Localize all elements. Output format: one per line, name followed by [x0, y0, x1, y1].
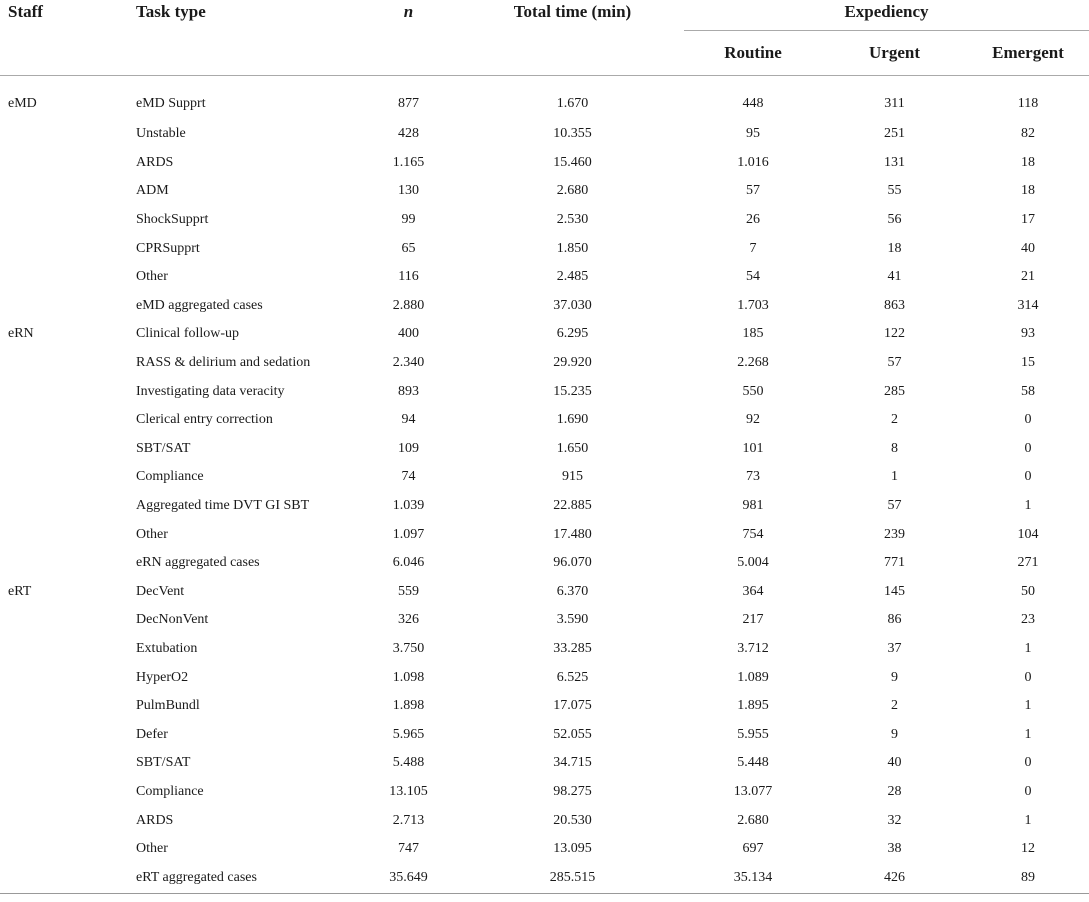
emergent-cell: 1 [1024, 498, 1032, 514]
task-type-cell: Aggregated time DVT GI SBT [136, 498, 310, 514]
task-type-cell: DecNonVent [136, 612, 209, 628]
total-time-cell: 17.480 [553, 526, 592, 542]
n-cell: 1.898 [392, 698, 425, 714]
urgent-cell: 311 [884, 96, 905, 111]
header-blank-1 [0, 31, 129, 76]
routine-cell: 754 [742, 526, 764, 542]
staff-cell [0, 692, 129, 721]
n-cell: 13.105 [389, 783, 428, 799]
routine-cell: 697 [742, 841, 764, 857]
header-blank-3 [356, 31, 461, 76]
urgent-cell: 55 [887, 183, 902, 199]
total-time-cell: 1.850 [556, 240, 589, 256]
staff-cell [0, 778, 129, 807]
task-type-cell: eRN aggregated cases [136, 555, 260, 571]
total-time-cell: 1.670 [556, 96, 589, 111]
routine-cell: 73 [746, 469, 760, 485]
table-row [0, 120, 1089, 149]
header-blank-2 [129, 31, 356, 76]
emergent-cell: 23 [1021, 612, 1035, 628]
table-row [0, 692, 1089, 721]
urgent-cell: 2 [891, 412, 898, 428]
routine-cell: 101 [742, 440, 764, 456]
routine-cell: 95 [746, 126, 760, 142]
routine-cell: 364 [742, 583, 764, 599]
staff-cell [0, 263, 129, 292]
n-cell: 2.713 [392, 812, 425, 828]
table-row [0, 149, 1089, 178]
header-row-sub [0, 31, 1089, 76]
routine-cell: 13.077 [733, 783, 773, 799]
staff-cell [0, 292, 129, 321]
staff-cell: eMD [8, 96, 37, 111]
total-time-cell: 10.355 [553, 126, 592, 142]
staff-cell [0, 377, 129, 406]
table-row [0, 749, 1089, 778]
total-time-cell: 915 [562, 469, 583, 485]
table-row [0, 578, 1089, 607]
urgent-cell: 8 [891, 440, 898, 456]
header-urgent: Urgent [869, 43, 920, 62]
table-row [0, 206, 1089, 235]
task-type-cell: ARDS [136, 812, 174, 828]
n-cell: 6.046 [392, 555, 425, 571]
table-row [0, 292, 1089, 321]
urgent-cell: 426 [822, 863, 967, 894]
urgent-cell: 28 [887, 783, 902, 799]
routine-cell: 1.895 [737, 698, 769, 714]
total-time-cell: 6.295 [556, 326, 589, 342]
table-row [0, 263, 1089, 292]
table-row [0, 349, 1089, 378]
task-type-cell: PulmBundl [136, 698, 200, 714]
emergent-cell: 1 [1024, 640, 1032, 656]
task-type-cell: Other [136, 841, 168, 857]
emergent-cell: 1 [1024, 812, 1032, 828]
urgent-cell: 37 [887, 640, 902, 656]
table-row [0, 863, 1089, 894]
routine-cell: 185 [742, 326, 764, 342]
routine-cell: 92 [746, 412, 760, 428]
staff-cell [0, 806, 129, 835]
staff-cell [0, 720, 129, 749]
total-time-cell: 13.095 [553, 841, 592, 857]
routine-cell: 5.448 [737, 755, 769, 771]
table-row [0, 806, 1089, 835]
table-row [0, 435, 1089, 464]
urgent-cell: 18 [887, 240, 902, 256]
urgent-cell: 2 [891, 698, 898, 714]
table-row [0, 320, 1089, 349]
urgent-cell: 41 [887, 269, 902, 285]
urgent-cell: 122 [884, 326, 905, 342]
emergent-cell: 1 [1024, 698, 1032, 714]
table-row [0, 663, 1089, 692]
emergent-cell: 0 [1024, 755, 1032, 771]
table-row [0, 720, 1089, 749]
n-cell: 35.649 [356, 863, 461, 894]
total-time-cell: 285.515 [461, 863, 684, 894]
header-row-top [0, 0, 1089, 31]
table-row [0, 76, 1089, 121]
header-routine: Routine [724, 43, 782, 62]
emergent-cell: 18 [1021, 183, 1035, 199]
urgent-cell: 56 [887, 212, 902, 228]
total-time-cell: 20.530 [553, 812, 592, 828]
table-row [0, 606, 1089, 635]
routine-cell: 217 [742, 612, 764, 628]
emergent-cell: 89 [967, 863, 1089, 894]
header-staff: Staff [8, 2, 43, 21]
total-time-cell: 96.070 [553, 555, 592, 571]
n-cell: 400 [398, 326, 419, 342]
table-row [0, 778, 1089, 807]
emergent-cell: 15 [1021, 355, 1035, 371]
table-row [0, 177, 1089, 206]
staff-cell [0, 492, 129, 521]
routine-cell: 5.004 [737, 555, 769, 571]
total-time-cell: 98.275 [553, 783, 592, 799]
staff-cell: eRT [8, 583, 32, 599]
n-cell: 116 [398, 269, 419, 285]
routine-cell: 57 [746, 183, 760, 199]
routine-cell: 1.089 [737, 669, 769, 685]
urgent-cell: 145 [884, 583, 905, 599]
staff-cell [0, 120, 129, 149]
task-type-cell: Investigating data veracity [136, 383, 285, 399]
task-type-cell: eRT aggregated cases [129, 863, 356, 894]
n-cell: 3.750 [392, 640, 425, 656]
routine-cell: 35.134 [684, 863, 822, 894]
table-row [0, 492, 1089, 521]
task-type-cell: Other [136, 526, 168, 542]
task-type-cell: ShockSupprt [136, 212, 209, 228]
emergent-cell: 1 [1024, 726, 1032, 742]
n-cell: 65 [401, 240, 416, 256]
total-time-cell: 1.650 [556, 440, 589, 456]
task-type-cell: Clinical follow-up [136, 326, 240, 342]
urgent-cell: 57 [887, 498, 902, 514]
emergent-cell: 40 [1021, 240, 1035, 256]
table-row [0, 520, 1089, 549]
staff-cell [0, 406, 129, 435]
urgent-cell: 9 [891, 669, 898, 685]
n-cell: 2.340 [392, 355, 425, 371]
emergent-cell: 0 [1024, 669, 1032, 685]
total-time-cell: 17.075 [553, 698, 592, 714]
urgent-cell: 9 [891, 726, 898, 742]
n-cell: 1.097 [392, 526, 425, 542]
routine-cell: 5.955 [737, 726, 769, 742]
staff-cell [0, 234, 129, 263]
task-type-cell: Other [136, 269, 168, 285]
routine-cell: 550 [742, 383, 764, 399]
task-type-cell: CPRSupprt [136, 240, 200, 256]
n-cell: 877 [398, 96, 419, 111]
staff-cell [0, 435, 129, 464]
n-cell: 1.165 [392, 154, 425, 170]
table-header [0, 0, 1089, 76]
staff-cell [0, 835, 129, 864]
n-cell: 1.098 [392, 669, 425, 685]
staff-cell [0, 520, 129, 549]
n-cell: 2.880 [392, 297, 425, 313]
staff-cell [0, 206, 129, 235]
task-type-cell: HyperO2 [136, 669, 189, 685]
task-type-cell: Compliance [136, 469, 204, 485]
emergent-cell: 104 [1017, 526, 1039, 542]
staff-cell: eRN [8, 326, 34, 342]
n-cell: 428 [398, 126, 419, 142]
emergent-cell: 93 [1021, 326, 1035, 342]
urgent-cell: 131 [884, 154, 905, 170]
task-type-cell: Unstable [136, 126, 186, 142]
total-time-cell: 29.920 [553, 355, 592, 371]
n-cell: 99 [401, 212, 416, 228]
emergent-cell: 271 [1017, 555, 1039, 571]
staff-cell [0, 749, 129, 778]
table-row [0, 377, 1089, 406]
routine-cell: 1.016 [737, 154, 769, 170]
header-n: n [403, 2, 414, 21]
table-body [0, 76, 1089, 894]
task-type-cell: Extubation [136, 640, 198, 656]
urgent-cell: 771 [884, 555, 905, 571]
total-time-cell: 34.715 [553, 755, 592, 771]
header-task-type: Task type [136, 2, 206, 21]
table-row [0, 406, 1089, 435]
routine-cell: 2.680 [737, 812, 769, 828]
task-type-cell: ADM [136, 183, 169, 199]
routine-cell: 2.268 [737, 355, 769, 371]
task-type-cell: eMD Supprt [136, 96, 206, 111]
header-emergent: Emergent [992, 43, 1064, 62]
task-type-cell: RASS & delirium and sedation [136, 355, 311, 371]
routine-cell: 7 [749, 240, 757, 256]
urgent-cell: 863 [884, 297, 905, 313]
staff-cell [0, 349, 129, 378]
routine-cell: 981 [742, 498, 764, 514]
urgent-cell: 38 [887, 841, 902, 857]
total-time-cell: 2.485 [556, 269, 589, 285]
emergent-cell: 12 [1021, 841, 1035, 857]
emergent-cell: 50 [1021, 583, 1035, 599]
n-cell: 74 [401, 469, 416, 485]
emergent-cell: 17 [1021, 212, 1035, 228]
urgent-cell: 239 [884, 526, 905, 542]
urgent-cell: 251 [884, 126, 905, 142]
n-cell: 5.488 [392, 755, 425, 771]
urgent-cell: 32 [887, 812, 902, 828]
task-type-cell: Defer [136, 726, 168, 742]
staff-cell [0, 549, 129, 578]
urgent-cell: 285 [884, 383, 905, 399]
n-cell: 893 [398, 383, 419, 399]
emergent-cell: 0 [1024, 469, 1032, 485]
n-cell: 559 [398, 583, 419, 599]
n-cell: 5.965 [392, 726, 425, 742]
n-cell: 747 [398, 841, 419, 857]
staff-cell [0, 177, 129, 206]
task-type-cell: eMD aggregated cases [136, 297, 263, 313]
header-total-time: Total time (min) [513, 2, 632, 21]
urgent-cell: 86 [887, 612, 902, 628]
n-cell: 109 [398, 440, 419, 456]
total-time-cell: 6.370 [556, 583, 589, 599]
total-time-cell: 3.590 [556, 612, 589, 628]
total-time-cell: 6.525 [556, 669, 589, 685]
task-type-cell: SBT/SAT [136, 440, 191, 456]
urgent-cell: 57 [887, 355, 902, 371]
routine-cell: 1.703 [737, 297, 769, 313]
urgent-cell: 1 [891, 469, 898, 485]
staff-cell [0, 863, 129, 894]
table-row [0, 234, 1089, 263]
n-cell: 326 [398, 612, 419, 628]
table-row [0, 635, 1089, 664]
n-cell: 94 [401, 412, 416, 428]
emergent-cell: 118 [1017, 96, 1039, 111]
header-expediency: Expediency [684, 0, 1089, 31]
emergent-cell: 21 [1021, 269, 1035, 285]
table-row [0, 463, 1089, 492]
staff-cell [0, 606, 129, 635]
emergent-cell: 58 [1021, 383, 1035, 399]
emergent-cell: 314 [1017, 297, 1039, 313]
task-type-cell: ARDS [136, 154, 174, 170]
emergent-cell: 0 [1024, 440, 1032, 456]
urgent-cell: 40 [887, 755, 902, 771]
total-time-cell: 52.055 [553, 726, 592, 742]
emergent-cell: 0 [1024, 412, 1032, 428]
total-time-cell: 22.885 [553, 498, 592, 514]
table-row [0, 835, 1089, 864]
table-row [0, 549, 1089, 578]
staff-cell [0, 463, 129, 492]
total-time-cell: 1.690 [556, 412, 589, 428]
total-time-cell: 2.530 [556, 212, 589, 228]
total-time-cell: 37.030 [553, 297, 592, 313]
task-type-cell: Compliance [136, 783, 204, 799]
task-type-cell: Clerical entry correction [136, 412, 273, 428]
task-type-cell: DecVent [136, 583, 185, 599]
staff-cell [0, 663, 129, 692]
total-time-cell: 15.235 [553, 383, 592, 399]
routine-cell: 54 [746, 269, 760, 285]
routine-cell: 3.712 [737, 640, 769, 656]
staff-cell [0, 149, 129, 178]
total-time-cell: 33.285 [553, 640, 592, 656]
header-blank-4 [461, 31, 684, 76]
routine-cell: 448 [742, 96, 764, 111]
n-cell: 1.039 [392, 498, 425, 514]
task-type-cell: SBT/SAT [136, 755, 191, 771]
emergent-cell: 18 [1021, 154, 1035, 170]
n-cell: 130 [398, 183, 419, 199]
total-time-cell: 15.460 [553, 154, 592, 170]
emergent-cell: 0 [1024, 783, 1032, 799]
emergent-cell: 82 [1021, 126, 1035, 142]
total-time-cell: 2.680 [556, 183, 589, 199]
staff-cell [0, 635, 129, 664]
routine-cell: 26 [746, 212, 760, 228]
